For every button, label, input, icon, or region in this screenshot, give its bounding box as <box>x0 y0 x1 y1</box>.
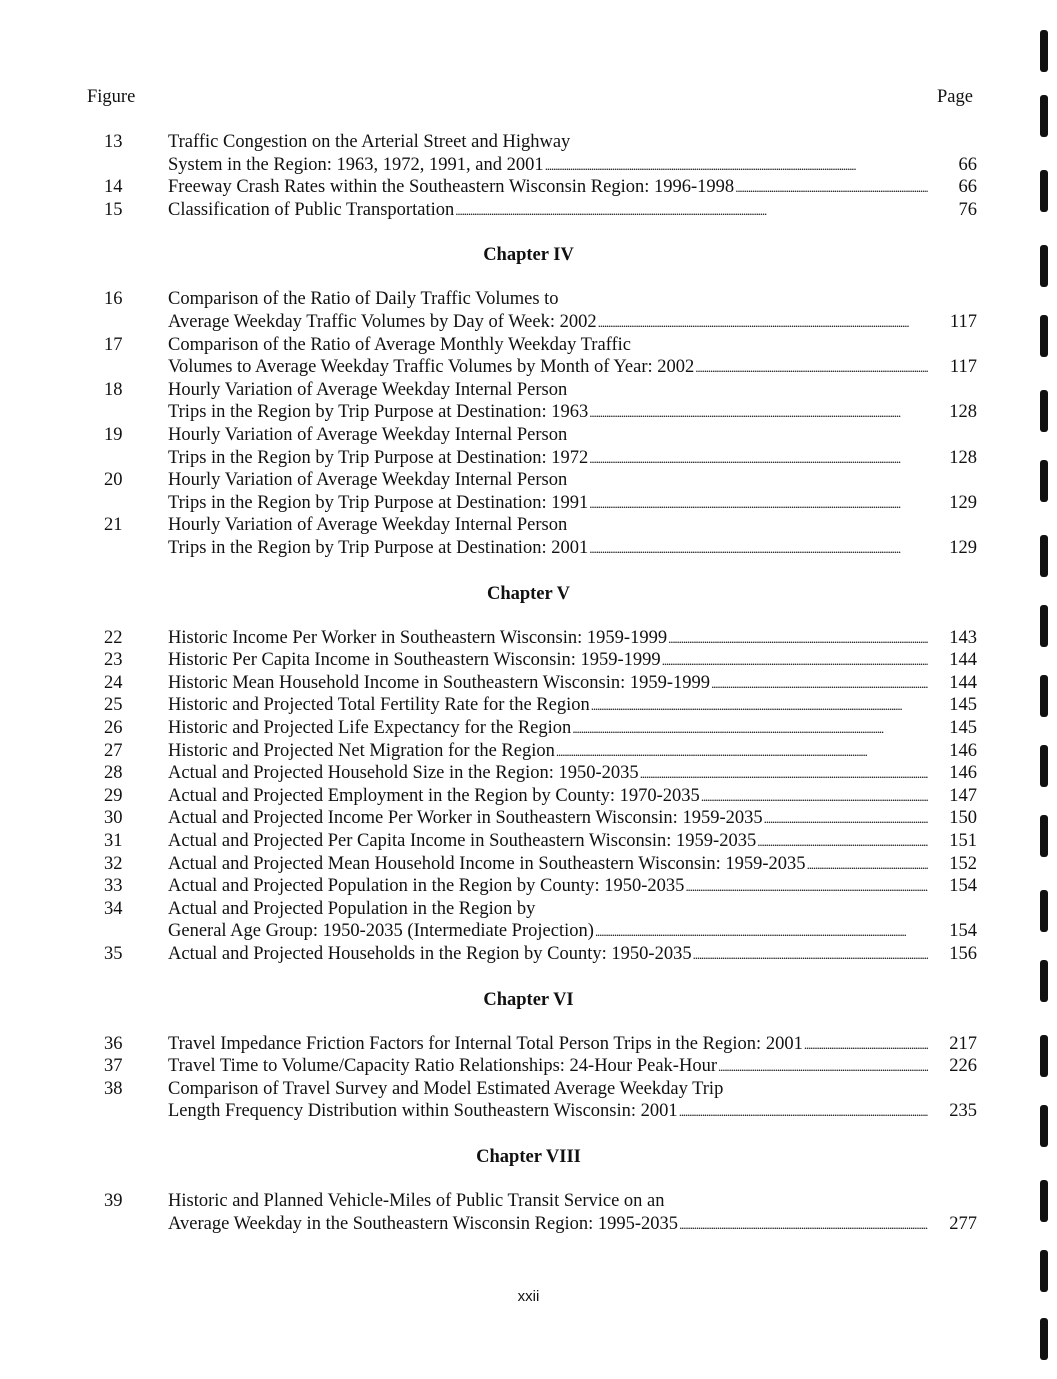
figure-entry-line <box>0 627 1057 649</box>
page-number: 154 <box>949 876 977 897</box>
figure-number: 22 <box>104 627 123 648</box>
figure-entry-line <box>0 311 1057 333</box>
figure-title[interactable]: Comparison of Travel Survey and Model Estimated Average Weekday Trip <box>168 1078 724 1099</box>
figure-entry-line <box>0 176 1057 198</box>
figure-number: 32 <box>104 853 123 874</box>
page-number: 151 <box>949 831 977 851</box>
figure-entry-line <box>0 830 1057 852</box>
figure-title[interactable]: Actual and Projected Population in the Region by <box>168 898 536 919</box>
figure-title[interactable]: Actual and Projected Per Capita Income in Southeastern Wisconsin: 1959-2035 . . . <box>168 830 928 853</box>
figure-number: 14 <box>104 177 123 198</box>
figure-number: 23 <box>104 650 123 671</box>
figure-number: 27 <box>104 740 123 761</box>
page-number-footer: xxii <box>517 1288 540 1305</box>
figure-title[interactable]: Classification of Public Transportation . . . <box>168 199 928 222</box>
figure-title[interactable]: Actual and Projected Income Per Worker in Southeastern Wisconsin: 1959-2035 . . . <box>168 807 928 830</box>
page-number: 217 <box>949 1033 977 1054</box>
figure-title[interactable]: Actual and Projected Household Size in the Region: 1950-2035 . . . <box>168 762 928 785</box>
figure-entry-line <box>0 875 1057 897</box>
figure-number: 26 <box>104 718 123 738</box>
figure-number: 39 <box>104 1191 123 1211</box>
figure-number: 35 <box>104 944 123 964</box>
figure-title[interactable]: Historic Per Capita Income in Southeastern Wisconsin: 1959-1999 . . . <box>168 649 928 672</box>
page-number: 145 <box>949 718 977 738</box>
page-number: 277 <box>949 1213 977 1234</box>
figure-title[interactable]: Hourly Variation of Average Weekday Internal Person <box>168 470 568 491</box>
figure-title[interactable]: Volumes to Average Weekday Traffic Volumes by Month of Year: 2002 . . . <box>168 356 928 379</box>
figure-entry-line <box>0 1033 1057 1055</box>
page-number: 144 <box>949 650 977 671</box>
figure-entry-line <box>0 401 1057 423</box>
figure-number: 31 <box>104 831 123 851</box>
figure-title[interactable]: Historic and Projected Total Fertility Rate for the Region . . . <box>168 694 928 717</box>
figure-entry-line <box>0 672 1057 694</box>
page-number: 226 <box>949 1056 977 1077</box>
page-number: 66 <box>958 177 977 198</box>
figure-entry-line <box>0 288 1057 310</box>
figure-entry-line <box>0 785 1057 807</box>
page-number: 128 <box>949 447 977 468</box>
figure-title[interactable]: System in the Region: 1963, 1972, 1991, and 2001 . . . <box>168 154 928 177</box>
figure-title[interactable]: Actual and Projected Mean Household Income in Southeastern Wisconsin: 1959-2035 . . . <box>168 853 928 876</box>
figure-number: 19 <box>104 425 123 445</box>
figure-entry-line <box>0 379 1057 401</box>
figure-entry-line <box>0 199 1057 221</box>
figure-title[interactable]: Trips in the Region by Trip Purpose at Destination: 1963 . . . <box>168 401 928 424</box>
page-number: 235 <box>949 1101 977 1122</box>
figure-entry-line <box>0 898 1057 920</box>
figure-entry-line <box>0 943 1057 965</box>
figure-title[interactable]: Trips in the Region by Trip Purpose at Destination: 1972 . . . <box>168 447 928 470</box>
page-number: 144 <box>949 672 977 693</box>
figure-number: 38 <box>104 1078 123 1099</box>
page-number: 146 <box>949 740 977 761</box>
figure-title[interactable]: Travel Time to Volume/Capacity Ratio Relationships: 24-Hour Peak-Hour . . . <box>168 1055 928 1078</box>
figure-entry-line <box>0 492 1057 514</box>
figure-number: 15 <box>104 199 123 220</box>
figure-entry-line <box>0 649 1057 671</box>
figure-number: 17 <box>104 334 123 355</box>
figure-entry-line <box>0 154 1057 176</box>
figure-number: 13 <box>104 132 123 152</box>
chapter-heading: Chapter IV <box>483 245 574 266</box>
figure-title[interactable]: Hourly Variation of Average Weekday Internal Person <box>168 515 568 536</box>
figure-title[interactable]: Hourly Variation of Average Weekday Internal Person <box>168 379 568 400</box>
figure-entry-line <box>0 537 1057 559</box>
figure-entry-line <box>0 1100 1057 1122</box>
page-number: 76 <box>958 199 977 220</box>
figure-number: 20 <box>104 470 123 491</box>
figure-entry-line <box>0 447 1057 469</box>
figure-title[interactable]: Travel Impedance Friction Factors for Internal Total Person Trips in the Region: 2001 . . . <box>168 1033 928 1056</box>
figure-title[interactable]: Trips in the Region by Trip Purpose at Destination: 2001 . . . <box>168 537 928 560</box>
figure-title[interactable]: Actual and Projected Employment in the Region by County: 1970-2035 . . . <box>168 785 928 808</box>
page-number: 66 <box>958 154 977 175</box>
binding-holes-strip <box>1028 0 1057 1379</box>
figure-number: 21 <box>104 515 123 536</box>
figure-number: 24 <box>104 672 123 693</box>
chapter-heading: Chapter VIII <box>476 1147 581 1167</box>
figure-entry-line <box>0 356 1057 378</box>
figure-title[interactable]: General Age Group: 1950-2035 (Intermediate Projection) . . . <box>168 920 928 943</box>
page-number: 150 <box>949 808 977 829</box>
figure-number: 18 <box>104 379 123 400</box>
figure-number: 30 <box>104 808 123 829</box>
figure-entry-line <box>0 694 1057 716</box>
page-number: 152 <box>949 853 977 874</box>
figure-title[interactable]: Hourly Variation of Average Weekday Internal Person <box>168 425 568 445</box>
figure-entry-line <box>0 807 1057 829</box>
figure-entry-line <box>0 717 1057 739</box>
figure-number: 29 <box>104 785 123 806</box>
figure-entry-line <box>0 740 1057 762</box>
figure-title[interactable]: Average Weekday Traffic Volumes by Day of Week: 2002 . . . <box>168 311 928 334</box>
figure-entry-line <box>0 1055 1057 1077</box>
page-number: 129 <box>949 538 977 558</box>
figure-title[interactable]: Historic and Projected Life Expectancy for the Region . . . <box>168 717 928 740</box>
figure-entry-line <box>0 131 1057 153</box>
page-number: 145 <box>949 695 977 716</box>
figure-number: 34 <box>104 898 123 919</box>
figure-title[interactable]: Comparison of the Ratio of Daily Traffic Volumes to <box>168 289 559 310</box>
figure-number: 28 <box>104 763 123 784</box>
page-number: 147 <box>949 785 977 806</box>
page-number: 156 <box>949 944 977 964</box>
figure-title[interactable]: Historic and Planned Vehicle-Miles of Public Transit Service on an <box>168 1191 665 1211</box>
figure-number: 16 <box>104 289 123 310</box>
figure-entry-line <box>0 1078 1057 1100</box>
figure-title[interactable]: Comparison of the Ratio of Average Monthly Weekday Traffic <box>168 334 631 355</box>
figure-column-header: Figure <box>87 87 136 107</box>
figure-number: 25 <box>104 695 123 716</box>
figure-title[interactable]: Actual and Projected Population in the Region by County: 1950-2035 . . . <box>168 875 928 898</box>
figure-entry-line <box>0 514 1057 536</box>
figure-entry-line <box>0 762 1057 784</box>
figure-entry-line <box>0 1190 1057 1212</box>
figure-entry-line <box>0 469 1057 491</box>
page-number: 128 <box>949 402 977 423</box>
figure-title[interactable]: Freeway Crash Rates within the Southeastern Wisconsin Region: 1996-1998 . . . <box>168 176 928 199</box>
figure-entry-line <box>0 853 1057 875</box>
figure-title[interactable]: Historic Income Per Worker in Southeastern Wisconsin: 1959-1999 . . . <box>168 627 928 650</box>
figure-entry-line <box>0 424 1057 446</box>
page-number: 143 <box>949 627 977 648</box>
figure-title[interactable]: Trips in the Region by Trip Purpose at Destination: 1991 . . . <box>168 492 928 515</box>
figure-title[interactable]: Average Weekday in the Southeastern Wisconsin Region: 1995-2035 . . . <box>168 1213 928 1236</box>
figure-entry-line <box>0 1213 1057 1235</box>
figure-number: 37 <box>104 1056 123 1077</box>
figure-title[interactable]: Historic and Projected Net Migration for the Region . . . <box>168 740 928 763</box>
figure-title[interactable]: Actual and Projected Households in the Region by County: 1950-2035 . . . <box>168 943 928 966</box>
figure-entry-line <box>0 334 1057 356</box>
page-number: 117 <box>949 357 977 378</box>
figure-title[interactable]: Length Frequency Distribution within Southeastern Wisconsin: 2001 . . . <box>168 1100 928 1123</box>
page-column-header: Page <box>937 87 973 107</box>
page-number: 146 <box>949 763 977 784</box>
page-number: 129 <box>949 492 977 513</box>
chapter-heading: Chapter V <box>486 583 571 604</box>
chapter-heading: Chapter VI <box>483 989 574 1010</box>
figure-number: 33 <box>104 876 123 897</box>
figure-title[interactable]: Historic Mean Household Income in Southeastern Wisconsin: 1959-1999 . . . <box>168 672 928 695</box>
figure-number: 36 <box>104 1033 123 1054</box>
figure-entry-line <box>0 920 1057 942</box>
page-number: 154 <box>949 921 977 942</box>
page-number: 117 <box>949 312 977 332</box>
figure-title[interactable]: Traffic Congestion on the Arterial Street and Highway <box>168 132 571 152</box>
